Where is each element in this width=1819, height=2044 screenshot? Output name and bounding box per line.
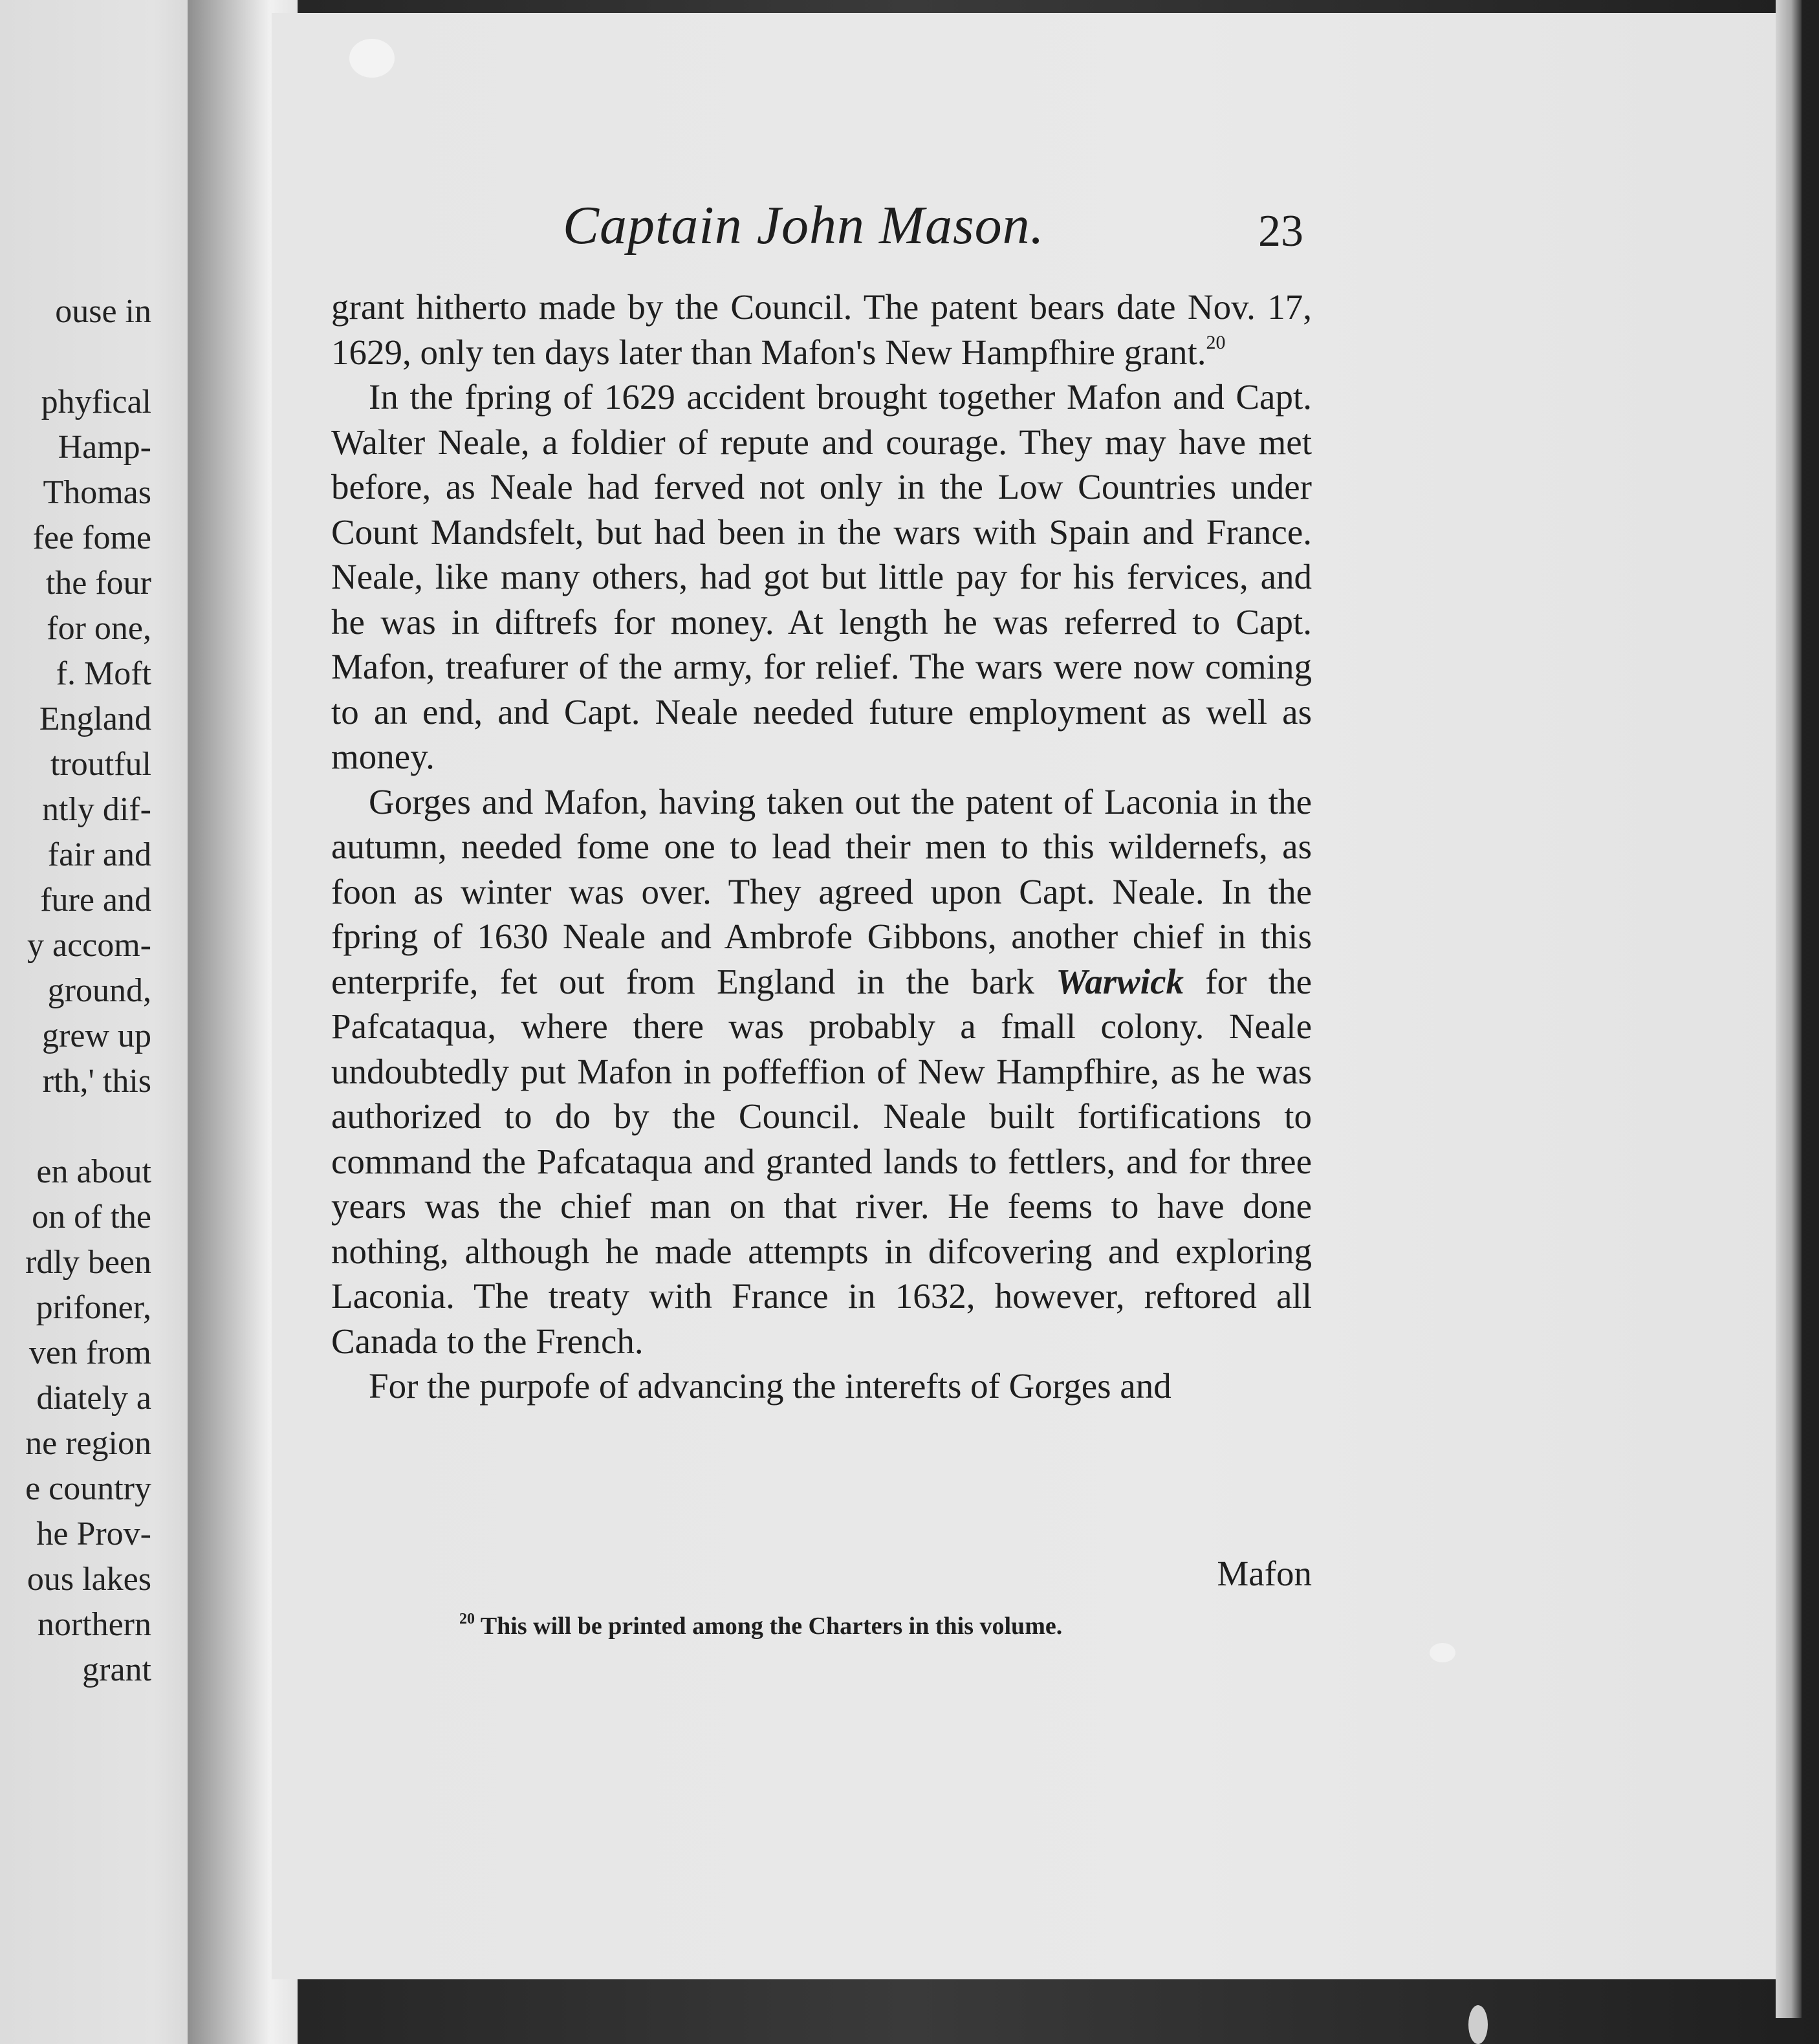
- left-page-fragment: ne region: [25, 1425, 151, 1462]
- left-page-fragment: ntly dif-: [42, 791, 151, 828]
- left-page-fragment: ous lakes: [27, 1561, 151, 1598]
- footnote: [459, 1612, 1062, 1640]
- left-page-fragment: troutful: [50, 746, 151, 783]
- left-page-fragment: for one,: [47, 610, 151, 647]
- footnote-ref: 20: [1206, 331, 1226, 353]
- running-head: [0, 194, 1819, 256]
- left-page-fragment: rth,' this: [42, 1063, 151, 1100]
- left-page-fragment: on of the: [32, 1199, 151, 1235]
- footnote-number: 20: [459, 1611, 475, 1627]
- ship-name: Warwick: [1056, 961, 1184, 1001]
- left-page-fragment: he Prov-: [36, 1516, 151, 1552]
- body-text: [331, 285, 1312, 1409]
- left-page-fragment: y accom-: [27, 927, 151, 964]
- paragraph-3: [331, 779, 1312, 1364]
- left-page-fragment: ouse in: [55, 293, 151, 330]
- dust-speck: [1468, 2005, 1488, 2044]
- left-page-fragment: diately a: [36, 1380, 151, 1417]
- left-page-fragment: prifoner,: [36, 1289, 151, 1326]
- catchword: Mafon: [1217, 1554, 1312, 1593]
- paragraph-2: In the fpring of 1629 accident brought together Mafon and Capt. Walter Neale, a foldier of repute and courage. They may have met before, as Neale had ferved not only in the Low Countries under Count Mandsfelt, but had been in the wars with Spain and France. Neale, like many others, had got but little pay for his fervices, and he was in diftrefs for money. At length he was referred to Capt. Mafon, treafurer of the army, for relief. The wars were now coming to an end, and Capt. Neale needed future employment as well as money.: [331, 377, 1312, 776]
- paragraph-4: For the purpofe of advancing the interefts of Gorges and: [369, 1366, 1171, 1406]
- left-page-fragment: the four: [45, 565, 151, 602]
- running-head-title: Captain John Mason.: [563, 195, 1045, 256]
- left-page-fragment: en about: [36, 1153, 151, 1190]
- paragraph-3-text-a: Gorges and Mafon, having taken out the patent of Laconia in the autumn, needed fome one to lead their men to this wildernefs, as foon as winter was over. They agreed upon Capt. Neale. In the fpring of 1630 Neale and Ambrofe Gibbons, another chief in this enterprife, fet out from England in the bark: [331, 781, 1312, 1001]
- left-page-text-fragments: [0, 0, 220, 2044]
- left-page-fragment: phyfical: [41, 384, 151, 420]
- paragraph-1: [331, 285, 1312, 375]
- left-page-fragment: fure and: [40, 882, 151, 919]
- dust-speck: [349, 39, 395, 78]
- left-page-fragment: ground,: [47, 972, 151, 1009]
- left-page-fragment: grew up: [42, 1017, 151, 1054]
- left-page-fragment: e country: [25, 1470, 151, 1507]
- paragraph-3-text-b: for the Pafcataqua, where there was probably a fmall colony. Neale undoubtedly put Mafon in poffeffion of New Hampfhire, as he was authorized to do by the Council. Neale built fortifications to command the Pafcataqua and granted lands to fettlers, and for three years was the chief man on that river. He feems to have done nothing, although he made attempts in difcovering and exploring Laconia. The treaty with France in 1632, however, reftored all Canada to the French.: [331, 961, 1313, 1361]
- dust-speck: [1430, 1643, 1455, 1662]
- left-page-fragment: f. Moft: [56, 655, 151, 692]
- left-page-fragment: northern: [37, 1606, 151, 1643]
- left-page-fragment: rdly been: [25, 1244, 151, 1281]
- footnote-text: This will be printed among the Charters in this volume.: [480, 1613, 1063, 1640]
- paragraph-1-text: grant hitherto made by the Council. The patent bears date Nov. 17, 1629, only ten days later than Mafon's New Hampfhire grant.: [331, 287, 1312, 372]
- page-number: 23: [1258, 206, 1303, 256]
- left-page-fragment: grant: [82, 1651, 151, 1688]
- left-page-fragment: Thomas: [43, 474, 151, 511]
- page-edge: [1776, 0, 1802, 2018]
- left-page-fragment: England: [39, 701, 151, 737]
- left-page-fragment: fair and: [47, 836, 151, 873]
- left-page-fragment: ven from: [28, 1334, 151, 1371]
- left-page: [0, 0, 220, 2044]
- left-page-fragment: fee fome: [32, 519, 151, 556]
- left-page-fragment: Hamp-: [58, 429, 151, 466]
